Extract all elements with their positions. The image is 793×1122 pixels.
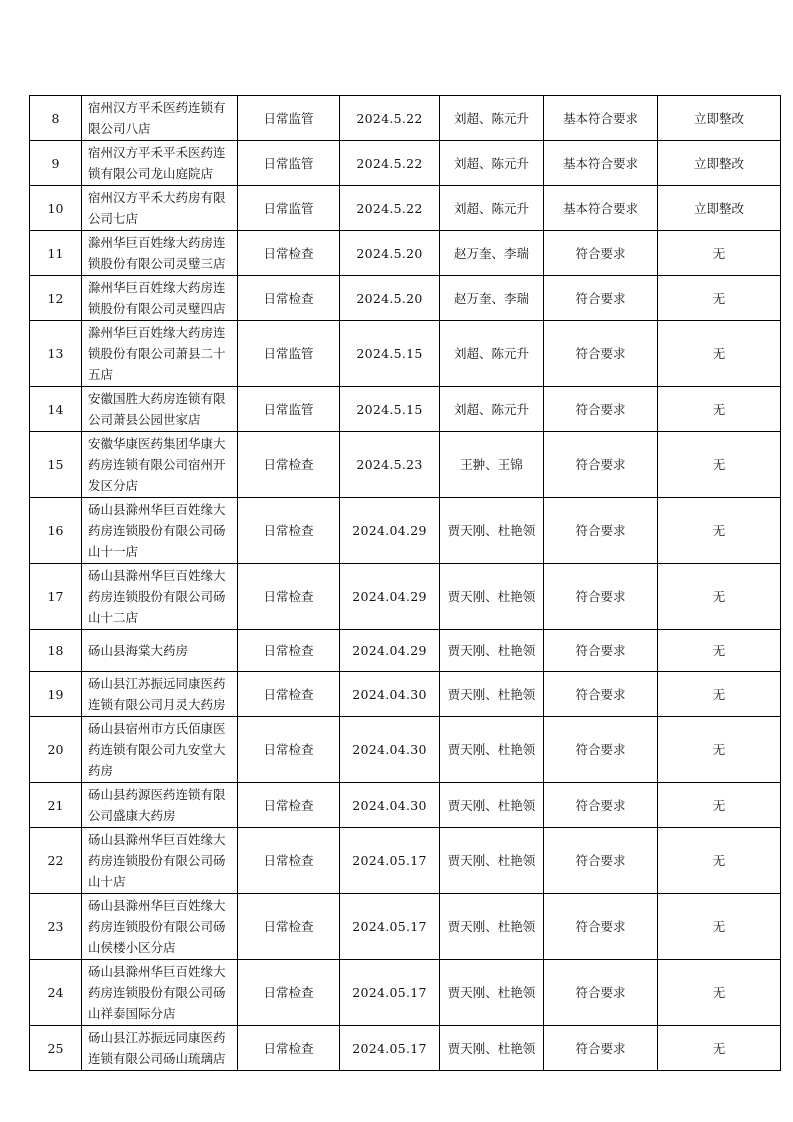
inspection-type-cell: 日常检查 [238, 276, 340, 321]
inspection-result-cell: 符合要求 [544, 432, 658, 498]
inspection-type-cell: 日常检查 [238, 828, 340, 894]
inspection-date-cell: 2024.5.22 [340, 186, 440, 231]
inspection-date-cell: 2024.5.22 [340, 141, 440, 186]
inspection-type-cell: 日常监管 [238, 96, 340, 141]
row-number-cell: 9 [30, 141, 82, 186]
store-name-cell: 砀山县药源医药连锁有限公司盛康大药房 [82, 783, 238, 828]
inspection-result-cell: 符合要求 [544, 894, 658, 960]
corrective-action-cell: 无 [658, 1026, 781, 1071]
inspection-result-cell: 符合要求 [544, 1026, 658, 1071]
inspectors-cell: 刘超、陈元升 [440, 186, 544, 231]
inspectors-cell: 贾天刚、杜艳领 [440, 894, 544, 960]
inspection-type-cell: 日常检查 [238, 498, 340, 564]
row-number-cell: 23 [30, 894, 82, 960]
inspection-result-cell: 符合要求 [544, 960, 658, 1026]
inspection-date-cell: 2024.5.15 [340, 321, 440, 387]
row-number-cell: 14 [30, 387, 82, 432]
corrective-action-cell: 无 [658, 231, 781, 276]
inspection-type-cell: 日常监管 [238, 321, 340, 387]
inspection-type-cell: 日常检查 [238, 783, 340, 828]
row-number-cell: 21 [30, 783, 82, 828]
inspection-type-cell: 日常监管 [238, 141, 340, 186]
inspectors-cell: 刘超、陈元升 [440, 141, 544, 186]
inspectors-cell: 贾天刚、杜艳领 [440, 783, 544, 828]
inspectors-cell: 贾天刚、杜艳领 [440, 1026, 544, 1071]
inspectors-cell: 赵万奎、李瑞 [440, 231, 544, 276]
inspection-result-cell: 符合要求 [544, 276, 658, 321]
table-row [30, 564, 781, 630]
table-row [30, 231, 781, 276]
inspection-result-cell: 符合要求 [544, 564, 658, 630]
inspectors-cell: 赵万奎、李瑞 [440, 276, 544, 321]
inspection-result-cell: 符合要求 [544, 630, 658, 672]
store-name-cell: 宿州汉方平禾医药连锁有限公司八店 [82, 96, 238, 141]
inspection-type-cell: 日常检查 [238, 231, 340, 276]
inspectors-cell: 刘超、陈元升 [440, 96, 544, 141]
corrective-action-cell: 无 [658, 717, 781, 783]
store-name-cell: 宿州汉方平禾大药房有限公司七店 [82, 186, 238, 231]
table-row [30, 828, 781, 894]
row-number-cell: 22 [30, 828, 82, 894]
inspection-result-cell: 基本符合要求 [544, 96, 658, 141]
inspection-result-cell: 符合要求 [544, 321, 658, 387]
inspectors-cell: 刘超、陈元升 [440, 387, 544, 432]
store-name-cell: 砀山县滁州华巨百姓缘大药房连锁股份有限公司砀山侯楼小区分店 [82, 894, 238, 960]
inspection-type-cell: 日常监管 [238, 387, 340, 432]
inspectors-cell: 王翀、王锦 [440, 432, 544, 498]
table-row [30, 630, 781, 672]
inspectors-cell: 贾天刚、杜艳领 [440, 960, 544, 1026]
inspection-date-cell: 2024.05.17 [340, 828, 440, 894]
inspection-result-cell: 符合要求 [544, 783, 658, 828]
inspection-type-cell: 日常检查 [238, 1026, 340, 1071]
corrective-action-cell: 立即整改 [658, 141, 781, 186]
inspection-result-cell: 基本符合要求 [544, 186, 658, 231]
store-name-cell: 砀山县江苏振远同康医药连锁有限公司砀山琉璃店 [82, 1026, 238, 1071]
row-number-cell: 19 [30, 672, 82, 717]
inspection-date-cell: 2024.05.17 [340, 1026, 440, 1071]
inspection-table-body [30, 96, 781, 1071]
store-name-cell: 砀山县滁州华巨百姓缘大药房连锁股份有限公司砀山十一店 [82, 498, 238, 564]
row-number-cell: 11 [30, 231, 82, 276]
corrective-action-cell: 无 [658, 783, 781, 828]
inspection-table [29, 95, 781, 1071]
row-number-cell: 16 [30, 498, 82, 564]
store-name-cell: 砀山县宿州市方氏佰康医药连锁有限公司九安堂大药房 [82, 717, 238, 783]
inspection-date-cell: 2024.05.17 [340, 960, 440, 1026]
store-name-cell: 砀山县海棠大药房 [82, 630, 238, 672]
inspection-date-cell: 2024.04.30 [340, 783, 440, 828]
inspectors-cell: 贾天刚、杜艳领 [440, 498, 544, 564]
table-row [30, 432, 781, 498]
inspectors-cell: 贾天刚、杜艳领 [440, 828, 544, 894]
inspection-type-cell: 日常检查 [238, 564, 340, 630]
table-row [30, 1026, 781, 1071]
table-row [30, 387, 781, 432]
inspection-date-cell: 2024.04.29 [340, 498, 440, 564]
store-name-cell: 砀山县滁州华巨百姓缘大药房连锁股份有限公司砀山十店 [82, 828, 238, 894]
corrective-action-cell: 无 [658, 432, 781, 498]
corrective-action-cell: 无 [658, 276, 781, 321]
corrective-action-cell: 无 [658, 387, 781, 432]
store-name-cell: 砀山县滁州华巨百姓缘大药房连锁股份有限公司砀山祥泰国际分店 [82, 960, 238, 1026]
row-number-cell: 17 [30, 564, 82, 630]
store-name-cell: 宿州汉方平禾平禾医药连锁有限公司龙山庭院店 [82, 141, 238, 186]
table-row [30, 96, 781, 141]
table-row [30, 141, 781, 186]
table-row [30, 783, 781, 828]
corrective-action-cell: 无 [658, 630, 781, 672]
inspection-type-cell: 日常检查 [238, 894, 340, 960]
row-number-cell: 13 [30, 321, 82, 387]
corrective-action-cell: 无 [658, 498, 781, 564]
row-number-cell: 12 [30, 276, 82, 321]
inspection-type-cell: 日常检查 [238, 630, 340, 672]
table-row [30, 186, 781, 231]
inspection-result-cell: 符合要求 [544, 231, 658, 276]
inspection-result-cell: 符合要求 [544, 672, 658, 717]
inspection-date-cell: 2024.04.29 [340, 564, 440, 630]
row-number-cell: 10 [30, 186, 82, 231]
inspection-date-cell: 2024.5.23 [340, 432, 440, 498]
inspection-type-cell: 日常检查 [238, 432, 340, 498]
table-row [30, 717, 781, 783]
store-name-cell: 安徽华康医药集团华康大药房连锁有限公司宿州开发区分店 [82, 432, 238, 498]
inspection-date-cell: 2024.5.20 [340, 276, 440, 321]
corrective-action-cell: 无 [658, 960, 781, 1026]
table-row [30, 498, 781, 564]
row-number-cell: 18 [30, 630, 82, 672]
store-name-cell: 安徽国胜大药房连锁有限公司萧县公园世家店 [82, 387, 238, 432]
store-name-cell: 滁州华巨百姓缘大药房连锁股份有限公司萧县二十五店 [82, 321, 238, 387]
corrective-action-cell: 无 [658, 828, 781, 894]
store-name-cell: 滁州华巨百姓缘大药房连锁股份有限公司灵璧四店 [82, 276, 238, 321]
inspectors-cell: 贾天刚、杜艳领 [440, 672, 544, 717]
table-row [30, 894, 781, 960]
inspection-result-cell: 符合要求 [544, 498, 658, 564]
inspection-result-cell: 基本符合要求 [544, 141, 658, 186]
inspection-type-cell: 日常检查 [238, 960, 340, 1026]
table-row [30, 960, 781, 1026]
inspection-date-cell: 2024.5.15 [340, 387, 440, 432]
inspectors-cell: 刘超、陈元升 [440, 321, 544, 387]
store-name-cell: 砀山县滁州华巨百姓缘大药房连锁股份有限公司砀山十二店 [82, 564, 238, 630]
row-number-cell: 8 [30, 96, 82, 141]
inspection-type-cell: 日常检查 [238, 717, 340, 783]
row-number-cell: 20 [30, 717, 82, 783]
corrective-action-cell: 无 [658, 672, 781, 717]
inspection-type-cell: 日常检查 [238, 672, 340, 717]
table-row [30, 672, 781, 717]
inspection-date-cell: 2024.04.29 [340, 630, 440, 672]
inspection-type-cell: 日常监管 [238, 186, 340, 231]
inspection-date-cell: 2024.05.17 [340, 894, 440, 960]
inspection-date-cell: 2024.04.30 [340, 672, 440, 717]
inspection-date-cell: 2024.5.20 [340, 231, 440, 276]
row-number-cell: 25 [30, 1026, 82, 1071]
inspection-result-cell: 符合要求 [544, 387, 658, 432]
store-name-cell: 砀山县江苏振远同康医药连锁有限公司月灵大药房 [82, 672, 238, 717]
corrective-action-cell: 无 [658, 321, 781, 387]
inspectors-cell: 贾天刚、杜艳领 [440, 630, 544, 672]
inspection-date-cell: 2024.04.30 [340, 717, 440, 783]
inspection-result-cell: 符合要求 [544, 828, 658, 894]
store-name-cell: 滁州华巨百姓缘大药房连锁股份有限公司灵璧三店 [82, 231, 238, 276]
corrective-action-cell: 无 [658, 564, 781, 630]
table-row [30, 321, 781, 387]
inspectors-cell: 贾天刚、杜艳领 [440, 717, 544, 783]
row-number-cell: 15 [30, 432, 82, 498]
inspection-result-cell: 符合要求 [544, 717, 658, 783]
row-number-cell: 24 [30, 960, 82, 1026]
corrective-action-cell: 立即整改 [658, 96, 781, 141]
inspection-date-cell: 2024.5.22 [340, 96, 440, 141]
corrective-action-cell: 立即整改 [658, 186, 781, 231]
corrective-action-cell: 无 [658, 894, 781, 960]
table-row [30, 276, 781, 321]
inspectors-cell: 贾天刚、杜艳领 [440, 564, 544, 630]
